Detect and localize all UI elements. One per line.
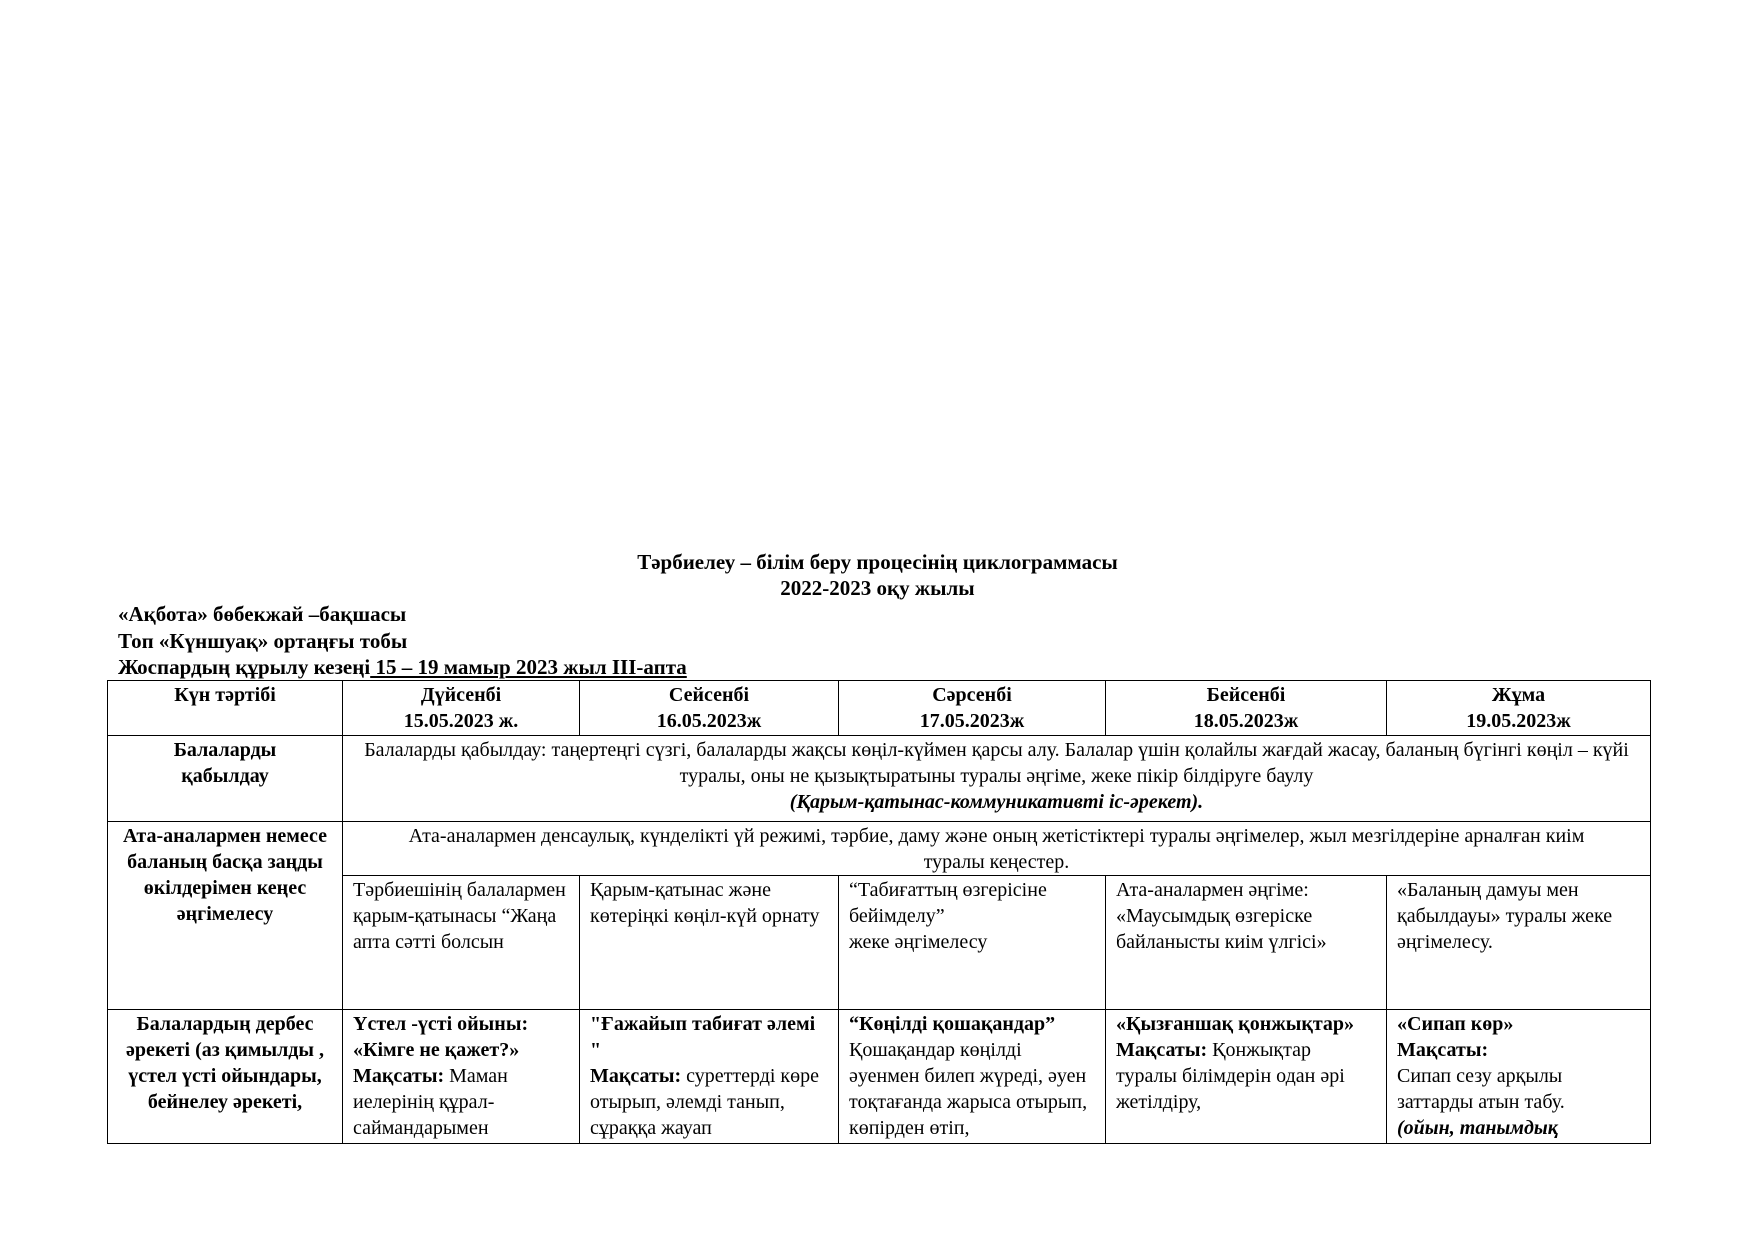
period-value: 15 – 19 мамыр 2023 жыл ІІІ-апта (370, 655, 687, 679)
parents-monday-cell: Тәрбиешінің балалармен қарым-қатынасы “Жаңа апта сәтті болсын (343, 876, 580, 1010)
parents-thursday-cell: Ата-аналармен әңгіме: «Маусымдық өзгеріске байланысты киім үлгісі» (1106, 876, 1387, 1010)
table-row (108, 822, 1651, 876)
row-label-reception: Балаларды қабылдау (108, 736, 343, 822)
header-cell-thursday: Бейсенбі 18.05.2023ж (1106, 681, 1387, 736)
school-name: «Ақбота» бөбекжай –бақшасы (118, 602, 407, 626)
activity-monday-cell: Үстел -үсті ойыны: «Кімге не қажет?» Мақсаты: Маман иелерінің құрал-саймандарымен (343, 1010, 580, 1144)
activity-thursday-cell: «Қызғаншақ қонжықтар» Мақсаты: Қонжықтар туралы білімдерін одан әрі жетілдіру, (1106, 1010, 1387, 1144)
planning-period (118, 654, 687, 680)
table-row (108, 736, 1651, 822)
row-label-parents: Ата-аналармен немесе баланың басқа заңды өкілдерімен кеңес әңгімелесу (108, 822, 343, 1010)
parents-tuesday-cell: Қарым-қатынас және көтеріңкі көңіл-күй орнату (580, 876, 839, 1010)
table-row (108, 1010, 1651, 1144)
reception-activity: (Қарым-қатынас-коммуникативті іс-әрекет). (789, 791, 1204, 813)
schedule-table (107, 680, 1651, 1144)
activity-wednesday-cell: “Көңілді қошақандар” Қошақандар көңілді әуенмен билеп жүреді, әуен тоқтағанда жарыса отырып, көпірден өтіп, (839, 1010, 1106, 1144)
academic-year: 2022-2023 оқу жылы (780, 576, 975, 600)
row-label-activity: Балалардың дербес әрекеті (аз қимылды , үстел үсті ойындары, бейнелеу әрекеті, (108, 1010, 343, 1144)
header-cell-wednesday: Сәрсенбі 17.05.2023ж (839, 681, 1106, 736)
document-title: Тәрбиелеу – білім беру процесінің циклограммасы (637, 550, 1118, 574)
header-cell-tuesday: Сейсенбі 16.05.2023ж (580, 681, 839, 736)
header-cell-friday: Жұма 19.05.2023ж (1387, 681, 1651, 736)
activity-tuesday-cell: "Ғажайып табиғат әлемі " Мақсаты: суреттерді көре отырып, әлемді танып, сұраққа жауап (580, 1010, 839, 1144)
parents-common-cell: Ата-аналармен денсаулық, күнделікті үй режимі, тәрбие, даму және оның жетістіктері туралы әңгімелер, жыл мезгілдеріне арналған киім туралы кеңестер. (343, 822, 1651, 876)
period-label: Жоспардың құрылу кезеңі (118, 655, 371, 679)
parents-wednesday-cell: “Табиғаттың өзгерісіне бейімделу” жеке әңгімелесу (839, 876, 1106, 1010)
table-header-row (108, 681, 1651, 736)
activity-friday-cell: «Сипап көр» Мақсаты: Сипап сезу арқылы заттарды атын табу. (ойын, танымдық (1387, 1010, 1651, 1144)
reception-text: Балаларды қабылдау: таңертеңгі сүзгі, балаларды жақсы көңіл-күймен қарсы алу. Балалар үшін қолайлы жағдай жасау, баланың бүгінгі көңіл – күйі туралы, оны не қызықтыратыны туралы әңгіме, жеке пікір білдіруге баулу (364, 739, 1629, 787)
header-cell-monday: Дүйсенбі 15.05.2023 ж. (343, 681, 580, 736)
group-name: Топ «Күншуақ» ортаңғы тобы (118, 629, 408, 653)
parents-friday-cell: «Баланың дамуы мен қабылдауы» туралы жеке әңгімелесу. (1387, 876, 1651, 1010)
header-cell-schedule: Күн тәртібі (108, 681, 343, 736)
reception-cell (343, 736, 1651, 822)
